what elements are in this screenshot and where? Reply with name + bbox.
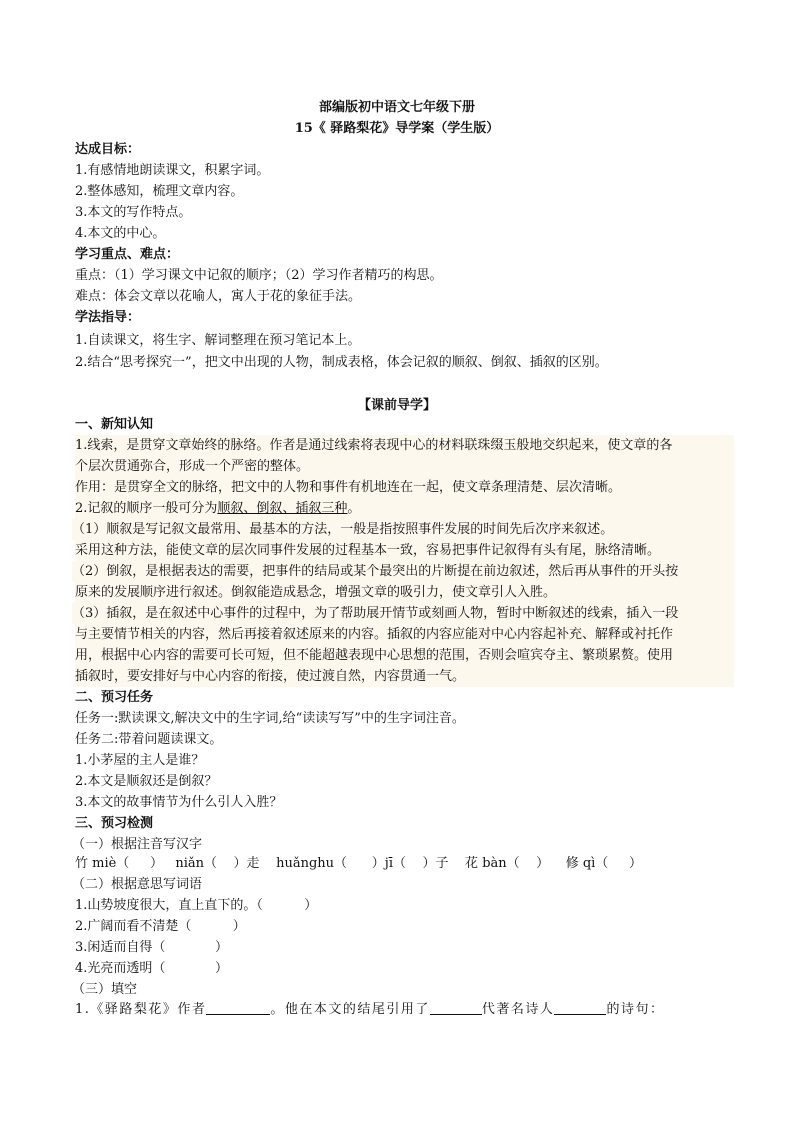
subheading: （一）根据注音写汉字 (72, 837, 203, 852)
part3-heading: 三、预习检测 (75, 816, 154, 831)
answer-blank[interactable] (430, 1000, 482, 1015)
paragraph-line: 与主要情节相关的内容，然后再接着叙述原来的内容。插叙的内容应能对中心内容起补充、解释或衬托作 (75, 624, 734, 645)
goal-item: 4.本文的中心。 (75, 226, 166, 241)
part1-heading: 一、新知认知 (75, 417, 154, 432)
key-points-heading: 学习重点、难点： (75, 247, 180, 262)
meaning-item: 3.闲适而自得（ ） (75, 940, 228, 955)
fill-text: 代著名诗人 (481, 1002, 555, 1017)
fill-text: 1.《驿路梨花》作者 (75, 1002, 207, 1017)
fill-text: 的诗句： (606, 1002, 665, 1017)
pinyin-exercise: 竹 miè（ ） niǎn（ ）走 huǎnghu（ ）jī（ ）子 花 bàn（ ） 修 qì（ ） (75, 856, 642, 871)
paragraph-line: 1.线索，是贯穿文章始终的脉络。作者是通过线索将表现中心的材料联珠缀玉般地交织起来，使文章的各 (75, 435, 734, 456)
method-item: 2.结合“思考探究一”，把文中出现的人物，制成表格，体会记叙的顺叙、倒叙、插叙的区别。 (75, 355, 608, 370)
meaning-item: 2.广阔而看不清楚（ ） (75, 919, 246, 934)
answer-blank[interactable] (206, 1000, 270, 1015)
sequence-end: 。 (347, 501, 361, 516)
question-line: 3.本文的故事情节为什么引人入胜？ (75, 795, 283, 810)
key-point-zhongdian: 重点：（1）学习课文中记叙的顺序；（2）学习作者精巧的构思。 (75, 268, 443, 283)
task-line: 任务二:带着问题读课文。 (75, 732, 223, 747)
goal-item: 2.整体感知，梳理文章内容。 (75, 184, 244, 199)
meaning-item: 4.光亮而透明（ ） (75, 961, 228, 976)
paragraph-line: 插叙时，要安排好与中心内容的衔接，使过渡自然，内容贯通一气。 (75, 666, 734, 687)
section-title: 【课前导学】 (357, 398, 436, 413)
paragraph-line: 采用这种方法，能使文章的层次同事件发展的过程基本一致，容易把事件记叙得有头有尾，脉络清晰。 (75, 540, 734, 561)
paragraph-line: （3）插叙，是在叙述中心事件的过程中，为了帮助展开情节或刻画人物，暂时中断叙述的线索，插入一段 (72, 603, 734, 624)
fill-line (75, 999, 734, 1020)
task-line: 任务一:默读课文,解决文中的生字词,给“读读写写”中的生字词注音。 (75, 711, 465, 726)
paragraph-line: 个层次贯通弥合，形成一个严密的整体。 (75, 456, 734, 477)
method-heading: 学法指导： (75, 310, 141, 325)
subheading: （三）填空 (72, 982, 138, 997)
paragraph-line (75, 498, 734, 519)
doc-title-line1: 部编版初中语文七年级下册 (318, 100, 475, 115)
paragraph-line: 原来的发展顺序进行叙述。倒叙能造成悬念，增强文章的吸引力，使文章引人入胜。 (75, 582, 734, 603)
doc-title-line2: 15《 驿路梨花》导学案（学生版） (294, 121, 500, 136)
meaning-item: 1.山势坡度很大，直上直下的。（ ） (75, 898, 318, 913)
sequence-types: 顺叙、倒叙、插叙三种 (217, 501, 348, 516)
part2-heading: 二、预习任务 (75, 690, 154, 705)
sequence-intro: 2.记叙的顺序一般可分为 (75, 501, 218, 516)
question-line: 1.小茅屋的主人是谁？ (75, 753, 205, 768)
goal-item: 1.有感情地朗读课文，积累字词。 (75, 163, 270, 178)
question-line: 2.本文是顺叙还是倒叙？ (75, 774, 218, 789)
paragraph-line: 作用：是贯穿全文的脉络，把文中的人物和事件有机地连在一起，使文章条理清楚、层次清晰。 (75, 477, 734, 498)
subheading: （二）根据意思写词语 (72, 877, 203, 892)
paragraph-line: 用，根据中心内容的需要可长可短，但不能超越表现中心思想的范围，否则会喧宾夺主、繁琐累赘。使用 (75, 645, 734, 666)
goals-heading: 达成目标： (75, 142, 141, 157)
goal-item: 3.本文的写作特点。 (75, 205, 192, 220)
fill-text: 。他在本文的结尾引用了 (270, 1002, 430, 1017)
paragraph-line: （2）倒叙，是根据表达的需要，把事件的结局或某个最突出的片断提在前边叙述，然后再从事件的开头按 (72, 561, 734, 582)
key-point-nandian: 难点：体会文章以花喻人，寓人于花的象征手法。 (75, 289, 362, 304)
method-item: 1.自读课文，将生字、解词整理在预习笔记本上。 (75, 333, 361, 348)
answer-blank[interactable] (554, 1000, 606, 1015)
paragraph-line: （1）顺叙是写记叙文最常用、最基本的方法，一般是指按照事件发展的时间先后次序来叙述。 (72, 519, 734, 540)
